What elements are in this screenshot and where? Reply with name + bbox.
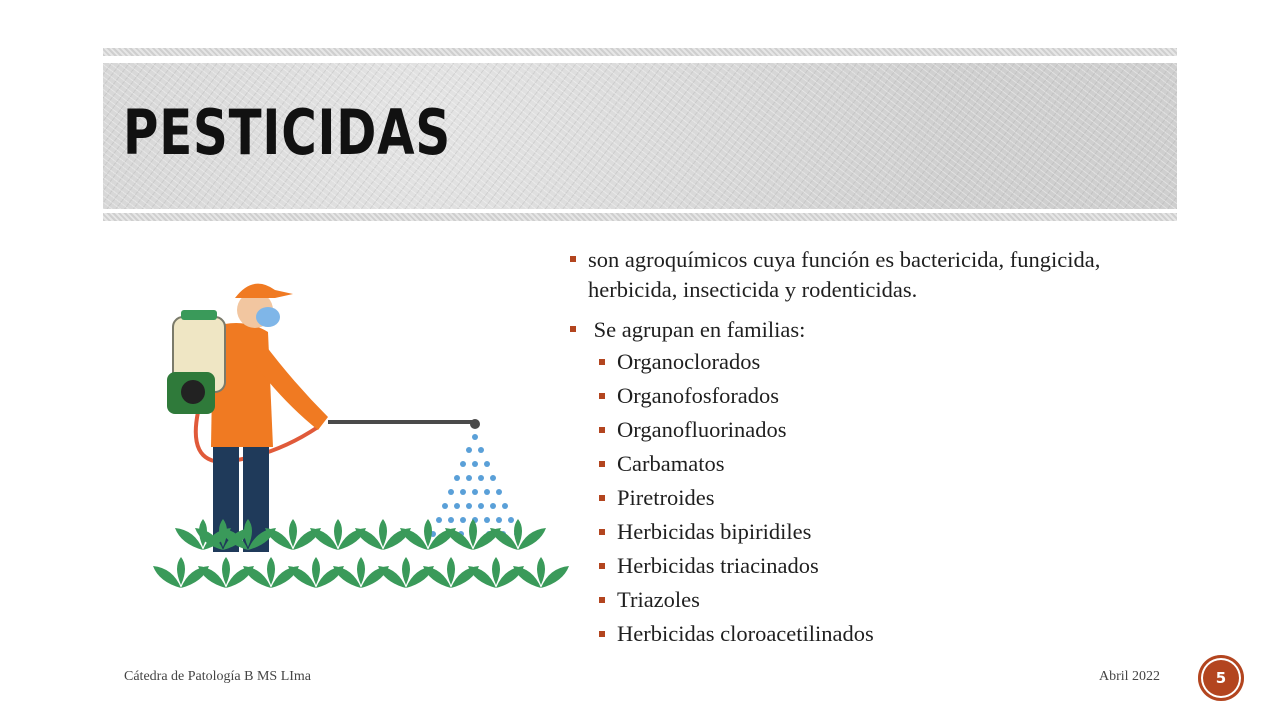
- bullet-text: Se agrupan en familias:: [588, 317, 806, 342]
- family-label: Carbamatos: [617, 451, 725, 476]
- bullet-marker: [599, 427, 605, 433]
- family-label: Herbicidas cloroacetilinados: [617, 621, 874, 646]
- footer-author: Cátedra de Patología B MS LIma: [124, 669, 312, 684]
- bullet-marker: [599, 495, 605, 501]
- bullet-marker: [599, 461, 605, 467]
- bullet-definition: [568, 245, 1168, 305]
- family-item: [568, 583, 1168, 617]
- family-item: [568, 345, 1168, 379]
- slide-title: PESTICIDAS: [123, 96, 451, 169]
- farmer-spraying-pesticide-icon: [103, 232, 583, 650]
- family-label: Herbicidas bipiridiles: [617, 519, 812, 544]
- bullet-marker: [599, 597, 605, 603]
- family-item: [568, 617, 1168, 651]
- family-item: [568, 549, 1168, 583]
- family-label: Triazoles: [617, 587, 700, 612]
- family-item: [568, 481, 1168, 515]
- families-list: [568, 345, 1168, 651]
- bullet-marker: [599, 393, 605, 399]
- bullet-marker: [599, 631, 605, 637]
- bullet-text: son agroquímicos cuya función es bactericida, fungicida, herbicida, insecticida y rodenticidas.: [588, 247, 1101, 302]
- bullet-marker: [570, 326, 576, 332]
- banner-stripe-bottom: [103, 213, 1177, 221]
- bullet-marker: [599, 359, 605, 365]
- family-item: [568, 447, 1168, 481]
- bullet-marker: [570, 256, 576, 262]
- family-item: [568, 413, 1168, 447]
- banner-stripe-top: [103, 48, 1177, 56]
- bullet-marker: [599, 563, 605, 569]
- page-number-badge: 5: [1198, 655, 1244, 701]
- family-label: Organofosforados: [617, 383, 780, 408]
- family-item: [568, 515, 1168, 549]
- family-label: Organoclorados: [617, 349, 761, 374]
- family-label: Piretroides: [617, 485, 715, 510]
- footer-date: Abril 2022: [1099, 669, 1161, 684]
- main-bullet-list: [568, 245, 1168, 651]
- family-item: [568, 379, 1168, 413]
- slide-content: [568, 245, 1168, 661]
- bullet-families: [568, 315, 1168, 651]
- family-label: Organofluorinados: [617, 417, 787, 442]
- bullet-marker: [599, 529, 605, 535]
- family-label: Herbicidas triacinados: [617, 553, 819, 578]
